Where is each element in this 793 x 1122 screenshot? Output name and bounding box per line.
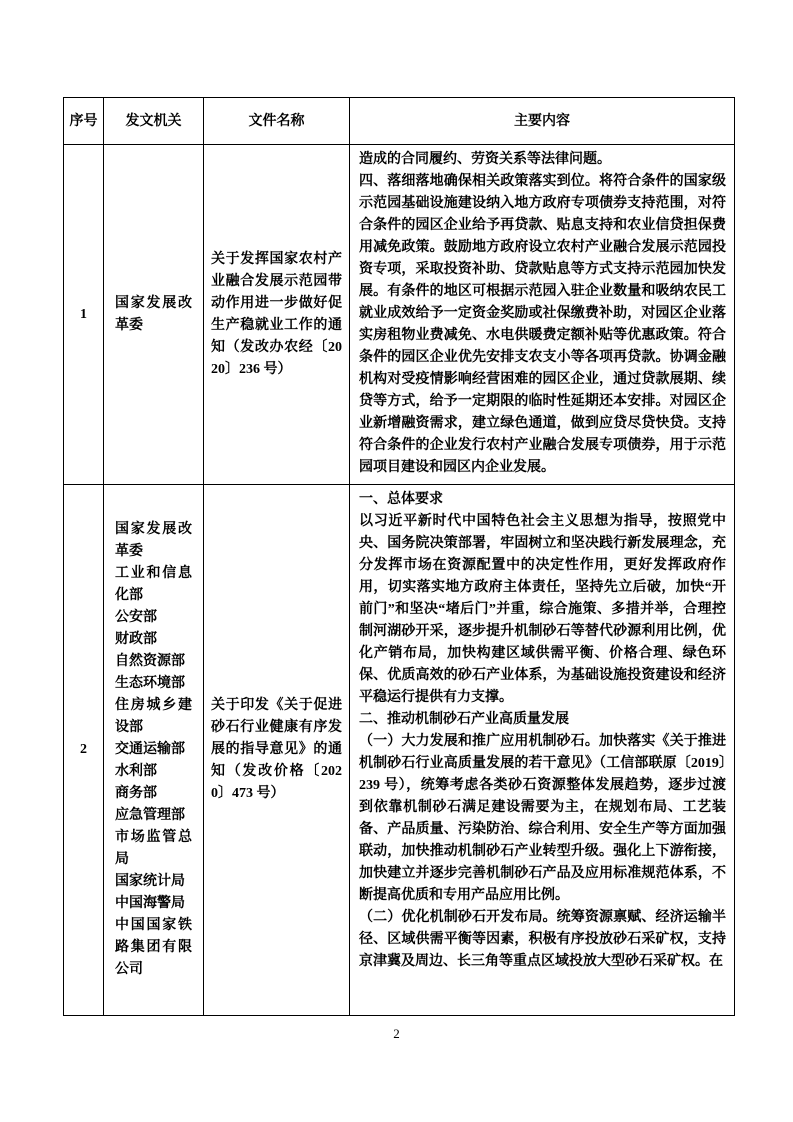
issuing-authority-cell xyxy=(104,485,204,1016)
agency-name: 国家发展改革委 xyxy=(115,522,192,559)
content-paragraph: 二、推动机制砂石产业高质量发展 xyxy=(359,712,569,727)
agency-name: 公安部 xyxy=(115,610,157,625)
document-title: 关于印发《关于促进砂石行业健康有序发展的指导意见》的通知（发改价格〔2020〕473 号） xyxy=(211,698,342,801)
table-row xyxy=(64,485,735,1016)
agency-name: 国家发展改革委 xyxy=(115,295,192,333)
col-header-main-content: 主要内容 xyxy=(350,98,735,145)
row-index-cell: 1 xyxy=(64,145,104,485)
col-header-seq-no: 序号 xyxy=(64,98,104,145)
main-content-cell xyxy=(350,145,735,485)
content-paragraph: （二）优化机制砂石开发布局。统筹资源禀赋、经济运输半径、区域供需平衡等因素，积极有序投放砂石采矿权，支持京津冀及周边、长三角等重点区域投放大型砂石采矿权。在 xyxy=(359,910,726,969)
agency-name: 水利部 xyxy=(115,764,157,779)
agency-name: 市场监管总局 xyxy=(115,830,192,867)
table-row xyxy=(64,145,735,485)
agency-name: 自然资源部 xyxy=(115,654,185,669)
policy-document-table xyxy=(63,97,735,1016)
document-name-cell xyxy=(204,145,350,485)
agency-name: 应急管理部 xyxy=(115,808,185,823)
agency-name: 商务部 xyxy=(115,786,157,801)
content-paragraph: （一）大力发展和推广应用机制砂石。加快落实《关于推进机制砂石行业高质量发展的若干意见》（工信部联原〔2019〕239 号），统筹考虑各类砂石资源整体发展趋势，逐步过渡到依靠机制砂石满足建设需要为主，在规划布局、工艺装备、产品质量、污染防治、综合利用、安全生产等方面加强联动，加快推动机制砂石产业转型升级。强化上下游衔接，加快建立并逐步完善机制砂石产品及应用标准规范体系，不断提高优质和专用产品应用比例。 xyxy=(359,734,726,903)
content-paragraph: 一、总体要求 xyxy=(359,492,443,507)
content-paragraph: 四、落细落地确保相关政策落实到位。将符合条件的国家级示范园基础设施建设纳入地方政府专项债券支持范围，对符合条件的园区企业给予再贷款、贴息支持和农业信贷担保费用减免政策。鼓励地方政府设立农村产业融合发展示范园投资专项，采取投资补助、贷款贴息等方式支持示范园加快发展。有条件的地区可根据示范园入驻企业数量和吸纳农民工就业成效给予一定资金奖励或社保缴费补助，对园区企业落实房租物业费减免、水电供暖费定额补贴等优惠政策。符合条件的园区企业优先安排支农支小等各项再贷款。协调金融机构对受疫情影响经营困难的园区企业，通过贷款展期、续贷等方式，给予一定期限的临时性延期还本安排。对园区企业新增融资需求，建立绿色通道，做到应贷尽贷快贷。支持符合条件的企业发行农村产业融合发展专项债券，用于示范园项目建设和园区内企业发展。 xyxy=(359,174,726,475)
agency-name: 住房城乡建设部 xyxy=(115,698,192,735)
issuing-authority-cell xyxy=(104,145,204,485)
agency-name: 财政部 xyxy=(115,632,157,647)
col-header-issuing-authority: 发文机关 xyxy=(104,98,204,145)
agency-name: 中国国家铁路集团有限公司 xyxy=(115,918,192,977)
document-title: 关于发挥国家农村产业融合发展示范园带动作用进一步做好促生产稳就业工作的通知（发改办农经〔2020〕236 号） xyxy=(211,251,342,377)
row-index-cell: 2 xyxy=(64,485,104,1016)
agency-name: 交通运输部 xyxy=(115,742,185,757)
agency-name: 工业和信息化部 xyxy=(115,566,192,603)
col-header-document-name: 文件名称 xyxy=(204,98,350,145)
document-name-cell xyxy=(204,485,350,1016)
agency-name: 国家统计局 xyxy=(115,874,185,889)
content-paragraph: 以习近平新时代中国特色社会主义思想为指导，按照党中央、国务院决策部署，牢固树立和坚决践行新发展理念，充分发挥市场在资源配置中的决定性作用，更好发挥政府作用，切实落实地方政府主体责任，坚持先立后破，加快“开前门”和坚决“堵后门”并重，综合施策、多措并举，合理控制河湖砂开采，逐步提升机制砂石等替代砂源利用比例，优化产销布局，加快构建区域供需平衡、价格合理、绿色环保、优质高效的砂石产业体系，为基础设施投资建设和经济平稳运行提供有力支撑。 xyxy=(359,514,726,705)
content-paragraph: 造成的合同履约、劳资关系等法律问题。 xyxy=(359,152,611,167)
table-header-row xyxy=(64,98,735,145)
main-content-cell xyxy=(350,485,735,1016)
agency-name: 中国海警局 xyxy=(115,896,185,911)
page-number: 2 xyxy=(393,1026,400,1041)
agency-name: 生态环境部 xyxy=(115,676,185,691)
